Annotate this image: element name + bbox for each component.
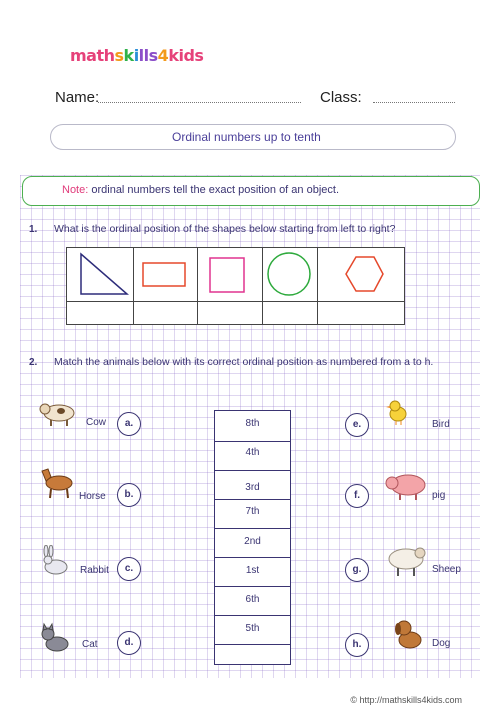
question-1-number: 1. — [29, 224, 38, 235]
letter-badge-b: b. — [117, 483, 141, 507]
ordinal-divider — [215, 528, 290, 529]
dog-icon — [390, 616, 426, 652]
horse-icon — [37, 465, 77, 499]
letter-badge-f: f. — [345, 484, 369, 508]
cow-icon — [37, 399, 79, 427]
shapes-table — [66, 247, 405, 325]
square-icon — [210, 258, 244, 292]
hexagon-icon — [346, 257, 383, 291]
ordinal-item: 3rd — [245, 482, 260, 493]
ordinal-item: 8th — [245, 418, 260, 429]
animal-label-dog: Dog — [432, 638, 451, 649]
class-label: Class: — [320, 89, 362, 106]
circle-icon — [268, 253, 310, 295]
answer-cell-1[interactable] — [67, 302, 132, 324]
ordinal-item: 2nd — [244, 536, 261, 547]
copyright-text: © http://mathskills4kids.com — [350, 695, 462, 705]
cat-icon — [38, 622, 72, 654]
name-field[interactable] — [98, 102, 301, 103]
ordinal-divider — [215, 470, 290, 471]
ordinal-item: 5th — [245, 623, 260, 634]
letter-badge-h: h. — [345, 633, 369, 657]
shapes-row — [67, 248, 404, 301]
answer-cell-3[interactable] — [198, 302, 261, 324]
ordinal-divider — [215, 557, 290, 558]
animal-label-pig: pig — [432, 490, 446, 501]
animal-label-bird: Bird — [432, 419, 450, 430]
animal-label-cow: Cow — [86, 417, 107, 428]
mathskills4kids-logo: mathskills4kids — [70, 46, 204, 65]
ordinal-divider — [215, 586, 290, 587]
ordinal-column — [214, 410, 291, 665]
letter-badge-d: d. — [117, 631, 141, 655]
ordinal-divider — [215, 441, 290, 442]
rectangle-icon — [143, 263, 185, 286]
ordinal-item: 1st — [245, 565, 260, 576]
letter-badge-a: a. — [117, 412, 141, 436]
ordinal-item: 6th — [245, 594, 260, 605]
animal-label-sheep: Sheep — [432, 564, 461, 575]
rabbit-icon — [38, 545, 74, 577]
triangle-icon — [81, 254, 127, 294]
question-1-text: What is the ordinal position of the shapes below starting from left to right? — [54, 223, 396, 235]
ordinal-divider — [215, 644, 290, 645]
letter-badge-c: c. — [117, 557, 141, 581]
ordinal-divider — [215, 615, 290, 616]
ordinal-item: 4th — [245, 447, 260, 458]
animal-label-cat: Cat — [82, 639, 98, 650]
class-field[interactable] — [373, 102, 455, 103]
answer-cell-4[interactable] — [263, 302, 316, 324]
animal-label-horse: Horse — [79, 491, 106, 502]
question-2-text: Match the animals below with its correct ordinal position as numbered from a to h. — [54, 356, 434, 368]
letter-badge-e: e. — [345, 413, 369, 437]
animal-label-rabbit: Rabbit — [80, 565, 109, 576]
note-text: Note: ordinal numbers tell the exact position of an object. — [62, 184, 339, 196]
worksheet-title: Ordinal numbers up to tenth — [172, 130, 321, 144]
answer-cell-2[interactable] — [134, 302, 196, 324]
letter-badge-g: g. — [345, 558, 369, 582]
sheep-icon — [384, 543, 430, 577]
answer-cell-5[interactable] — [318, 302, 404, 324]
ordinal-divider — [215, 499, 290, 500]
name-label: Name: — [55, 89, 100, 106]
ordinal-item: 7th — [245, 506, 260, 517]
question-2-number: 2. — [29, 357, 38, 368]
pig-icon — [384, 469, 430, 501]
bird-icon — [384, 398, 412, 426]
